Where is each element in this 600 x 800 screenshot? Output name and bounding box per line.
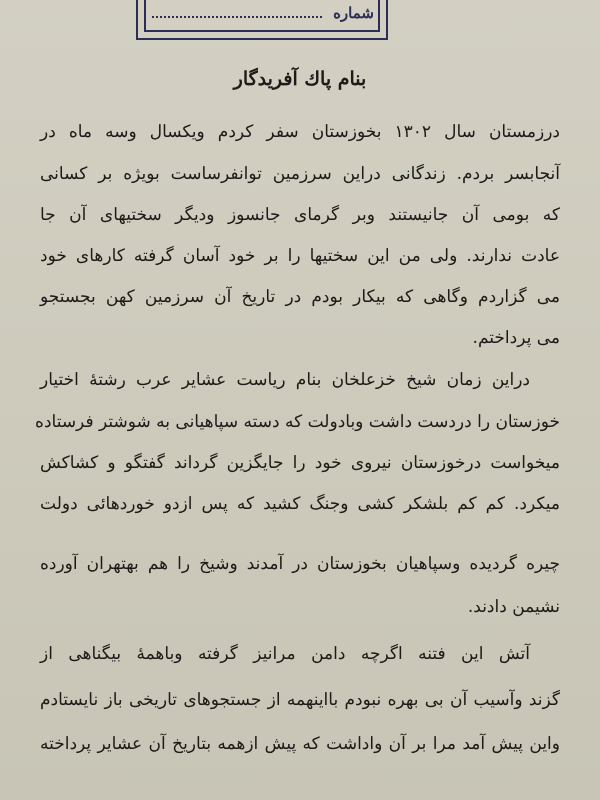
text-line: خوزستان را دردست داشت وبادولت که دسته سپاهیانی به شوشتر فرستاده (35, 412, 560, 432)
text-line: می گزاردم وگاهی که بیکار بودم در تاریخ آن سرزمین کهن بجستجو (40, 287, 560, 307)
number-dotted-line (152, 16, 322, 18)
text-line: عادت ندارند. ولی من این سختیها را بر خود آسان گرفته کارهای خود (40, 246, 560, 266)
text-line: که بومی آن جانیستند وبر گرمای جانسوز ودیگر سختیهای آن جا (40, 205, 560, 225)
text-line: آتش این فتنه اگرچه دامن مرانیز گرفته وباهمهٔ بیگناهی از (40, 644, 530, 664)
text-line: آنجابسر بردم. زندگانی دراین سرزمین توانفرساست بویژه بر کسانی (40, 164, 560, 184)
text-line: گزند وآسیب آن بی بهره نبودم بااینهمه از جستجوهای تاریخی باز نایستادم (40, 690, 560, 710)
text-line: نشیمن دادند. (467, 597, 560, 617)
number-label: شماره (333, 4, 374, 22)
text-line: درزمستان سال ۱۳۰۲ بخوزستان سفر کردم ویکسال وسه ماه در (40, 122, 560, 142)
text-line: میکرد. کم کم بلشکر کشی وجنگ کشید که پس ازدو خوردهائی دولت (40, 494, 560, 514)
text-line: میخواست درخوزستان نیروی خود را جایگزین گرداند گفتگو و کشاکش (40, 453, 560, 473)
text-line: می پرداختم. (472, 328, 560, 348)
text-line: دراین زمان شیخ خزعلخان بنام ریاست عشایر عرب رشتهٔ اختیار (40, 370, 530, 390)
text-line: واین پیش آمد مرا بر آن واداشت که پیش ازهمه بتاریخ آن عشایر پرداخته (40, 734, 560, 754)
text-line: چیره گردیده وسپاهیان بخوزستان در آمدند وشیخ را هم بهتهران آورده (40, 554, 560, 574)
page-title: بنام پاك آفريدگار (233, 68, 367, 90)
number-stamp-box (136, 0, 388, 40)
